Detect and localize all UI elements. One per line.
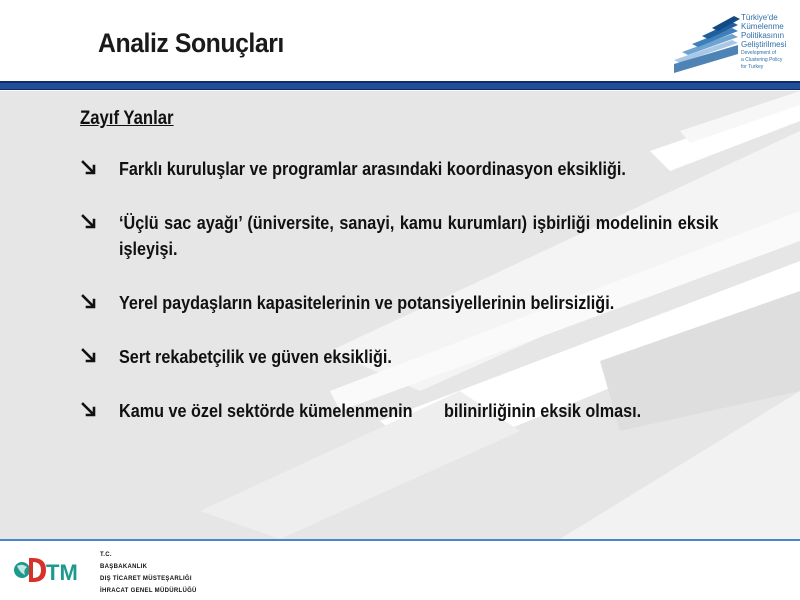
footer-line-3: DIŞ TİCARET MÜSTEŞARLIĞI	[100, 576, 192, 582]
logo-line-1: Türkiye'de	[741, 13, 778, 22]
dtm-logo-text: TM	[46, 560, 78, 583]
bullet-text: Yerel paydaşların kapasitelerinin ve potansiyellerinin belirsizliği.	[119, 293, 615, 313]
logo-line-2: Kümelenme	[741, 22, 784, 31]
logo-sub-3: for Turkey	[741, 64, 764, 70]
arrow-bullet-icon	[80, 212, 100, 232]
bullet-text: Farklı kuruluşlar ve programlar arasındaki koordinasyon eksikliği.	[119, 159, 626, 179]
slide-footer	[0, 541, 800, 600]
arrow-bullet-icon	[80, 400, 100, 420]
arrow-bullet-icon	[80, 346, 100, 366]
footer-line-4: İHRACAT GENEL MÜDÜRLÜĞÜ	[100, 588, 197, 594]
logo-text	[741, 13, 786, 70]
logo-sub-1: Development of	[741, 50, 777, 56]
logo-line-4: Geliştirilmesi	[741, 40, 787, 49]
slide-header	[0, 0, 800, 80]
institution-lines	[100, 549, 197, 597]
bullet-text: ‘Üçlü sac ayağı’ (üniversite, sanayi, kamu kurumları) işbirliği modelinin eksik işleyişi.	[119, 213, 719, 259]
footer-line-2: BAŞBAKANLIK	[100, 564, 148, 570]
header-rule	[0, 81, 800, 90]
logo-sub-2: a Clustering Policy	[741, 57, 783, 63]
dtm-logo	[12, 553, 82, 583]
arrow-bullet-icon	[80, 292, 100, 312]
footer-line-1: T.C.	[100, 552, 112, 558]
page-title: Analiz Sonuçları	[98, 28, 284, 58]
bullet-text: Kamu ve özel sektörde kümelenmenin bilinirliğinin eksik olması.	[119, 401, 642, 421]
logo-line-3: Politikasının	[741, 31, 785, 40]
section-title: Zayıf Yanlar	[80, 108, 174, 129]
bullet-text: Sert rekabetçilik ve güven eksikliği.	[119, 347, 392, 367]
arrow-bullet-icon	[80, 158, 100, 178]
